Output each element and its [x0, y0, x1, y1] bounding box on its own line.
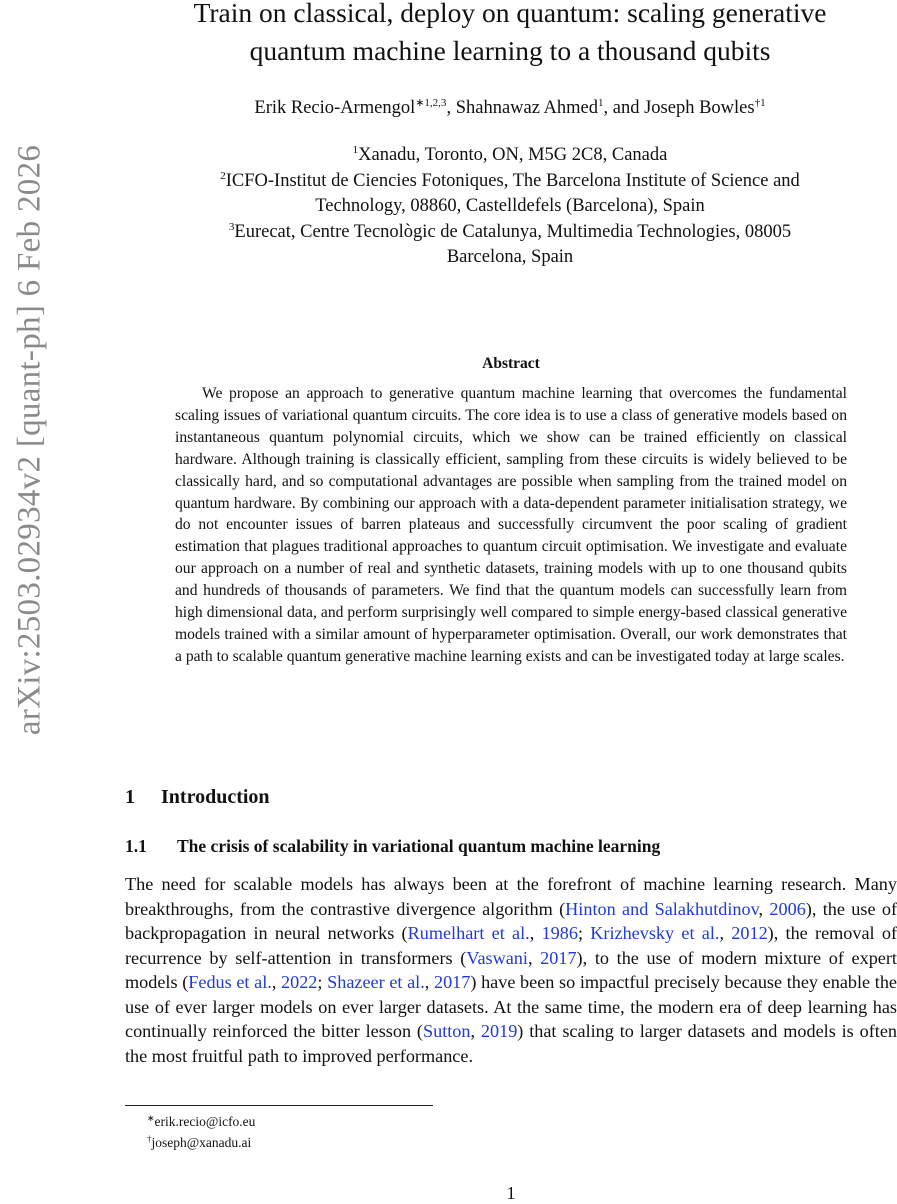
affiliation-mark: 2 — [220, 169, 226, 182]
citation-link[interactable]: 2017 — [433, 972, 471, 992]
affiliation-2-continued: Technology, 08860, Castelldefels (Barcelona), Spain — [315, 196, 705, 216]
abstract-text: We propose an approach to generative quantum machine learning that overcomes the fundamental scaling issues of variational quantum circuits. The core idea is to use a class of generative models based on instantaneous quantum polynomial circuits, which we show can be trained efficiently on classical hardware. Although training is classically efficient, sampling from these circuits is widely believed to be classically hard, and so computational advantages are possible when sampling from the trained model on quantum hardware. By combining our approach with a data-dependent parameter initialisation strategy, we do not encounter issues of barren plateaus and successfully circumvent the poor scaling of gradient estimation that plagues traditional approaches to quantum circuit optimisation. We investigate and evaluate our approach on a number of real and synthetic datasets, training models with up to one thousand qubits and hundreds of thousands of parameters. We find that the quantum models can successfully learn from high dimensional data, and perform surprisingly well compared to simple energy-based classical generative models trained with a similar amount of hyperparameter optimisation. Overall, our work demonstrates that a path to scalable quantum generative machine learning exists and can be investigated today at large scales. — [175, 385, 847, 665]
title-line-2: quantum machine learning to a thousand qubits — [249, 35, 771, 66]
citation-link[interactable]: 2017 — [540, 947, 577, 968]
affiliation-3 — [110, 220, 897, 246]
subsection-title: The crisis of scalability in variational quantum machine learning — [177, 836, 661, 856]
section-heading — [125, 786, 270, 809]
paragraph-text: , — [529, 923, 542, 943]
citation-link[interactable]: Shazeer et al. — [327, 972, 425, 992]
paragraph-text: ), the removal of recurrence by self-attention in transformers ( — [125, 923, 897, 968]
paragraph-text: ), the use of backpropagation in neural networks ( — [125, 898, 897, 943]
paragraph-text: , — [470, 1021, 481, 1041]
paragraph-text: , — [719, 923, 732, 943]
affiliation-3-continued: Barcelona, Spain — [446, 247, 574, 267]
citation-link[interactable]: 2022 — [281, 972, 318, 992]
footnote — [147, 1132, 255, 1153]
citation-link[interactable]: 1986 — [541, 923, 578, 943]
affiliation-text: ICFO-Institut de Ciencies Fotoniques, The Barcelona Institute of Science and — [225, 170, 800, 191]
subsection-heading — [125, 836, 660, 857]
page-number: 1 — [506, 1183, 516, 1203]
paragraph-text: , — [527, 947, 541, 968]
footnote-rule — [125, 1105, 433, 1106]
citation-link[interactable]: Rumelhart et al. — [407, 923, 530, 943]
paper-title — [110, 0, 897, 70]
affiliation-list — [110, 143, 897, 271]
affiliation-2 — [110, 169, 897, 195]
affiliation-mark: 1 — [352, 144, 359, 156]
footnote — [147, 1111, 255, 1132]
author-name: Joseph Bowles — [644, 98, 755, 118]
affiliation-mark: 3 — [228, 220, 235, 233]
affiliation-text: Xanadu, Toronto, ON, M5G 2C8, Canada — [358, 145, 668, 165]
citation-link[interactable]: Hinton and Salakhutdinov — [565, 898, 759, 919]
abstract-heading: Abstract — [482, 355, 540, 372]
title-line-1: Train on classical, deploy on quantum: scaling generative — [193, 0, 827, 28]
citation-link[interactable]: 2012 — [731, 923, 768, 943]
paragraph-text: ; — [577, 923, 591, 943]
author-marks: †1 — [754, 97, 766, 109]
citation-link[interactable]: Fedus et al. — [188, 972, 272, 992]
author-separator: , and — [603, 98, 645, 118]
citation-link[interactable]: 2019 — [480, 1021, 518, 1041]
citation-link[interactable]: 2006 — [769, 898, 806, 919]
footnote-email[interactable]: erik.recio@icfo.eu — [154, 1114, 256, 1129]
author-name: Erik Recio-Armengol — [254, 98, 416, 118]
arxiv-identifier-text: arXiv:2503.02934v2 [quant-ph] 6 Feb 2026 — [11, 144, 48, 736]
affiliation-1 — [110, 143, 897, 169]
paragraph-text: The need for scalable models has always been at the forefront of machine learning research. Many breakthroughs, from the contrastive divergence algorithm ( — [125, 874, 897, 919]
paragraph-text: ), to the use of modern mixture of expert models ( — [125, 947, 897, 992]
subsection-number: 1.1 — [125, 836, 147, 856]
citation-link[interactable]: Sutton — [422, 1021, 471, 1041]
paragraph-text: ) have been so impactful precisely because they enable the use of ever larger models on ever larger datasets. At the same time, the modern era of deep learning has continually reinforced the bitter lesson ( — [125, 972, 897, 1041]
paragraph-text: ) that scaling to larger datasets and models is often the most fruitful path to improved performance. — [125, 1021, 897, 1066]
footnote-email[interactable]: joseph@xanadu.ai — [151, 1135, 252, 1150]
author-separator: , — [446, 98, 456, 118]
affiliation-text: Eurecat, Centre Tecnològic de Catalunya, Multimedia Technologies, 08005 — [234, 221, 792, 242]
author-marks: ∗1,2,3 — [415, 97, 447, 109]
author-list — [110, 96, 897, 120]
arxiv-identifier — [0, 0, 60, 880]
author-name: Shahnawaz Ahmed — [455, 98, 598, 118]
citation-link[interactable]: Vaswani — [466, 947, 528, 968]
citation-link[interactable]: Krizhevsky et al. — [590, 923, 720, 943]
footnote-mark: ∗ — [147, 1113, 155, 1123]
paragraph-text: , — [758, 898, 770, 919]
paragraph-text: ; — [317, 972, 328, 992]
footnotes — [147, 1111, 255, 1153]
section-title: Introduction — [161, 786, 270, 808]
intro-paragraph — [125, 872, 897, 1068]
section-number: 1 — [125, 786, 135, 808]
paragraph-text: , — [424, 972, 434, 992]
author-marks: 1 — [598, 97, 604, 109]
footnote-mark: † — [147, 1134, 152, 1144]
paragraph-text: , — [271, 972, 282, 992]
